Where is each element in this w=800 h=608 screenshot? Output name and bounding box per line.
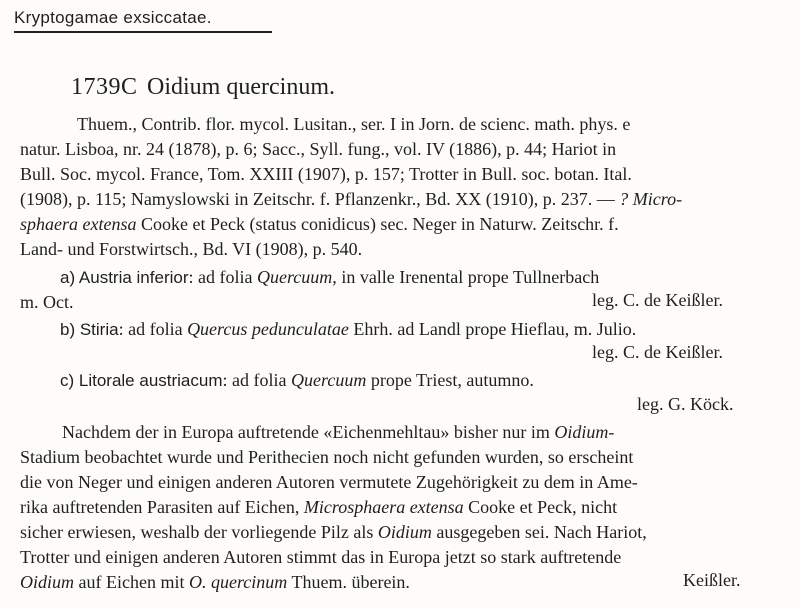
citation-species: ? Micro-: [619, 189, 683, 209]
citation-line-6: Land- und Forstwirtsch., Bd. VI (1908), p. 540.: [20, 239, 363, 259]
citation-line-1: Thuem., Contrib. flor. mycol. Lusitan., ser. I in Jorn. de scienc. math. phys. e: [77, 114, 631, 134]
locality-c: c) Litorale austriacum: ad folia Quercuum prope Triest, autumno.: [60, 370, 534, 390]
note-line-7: Oidium auf Eichen mit O. quercinum Thuem. überein.: [20, 572, 410, 592]
locality-c-collector: leg. G. Köck.: [637, 394, 734, 414]
locality-a-collector: leg. C. de Keißler.: [592, 290, 723, 310]
citation-line-2: natur. Lisboa, nr. 24 (1878), p. 6; Sacc., Syll. fung., vol. IV (1886), p. 44; Hariot in: [20, 139, 617, 159]
note-line-3: die von Neger und einigen anderen Autoren vermutete Zugehörigkeit zu dem in Ame-: [20, 472, 638, 492]
note-line-5: sicher erwiesen, weshalb der vorliegende Pilz als Oidium ausgegeben sei. Nach Hariot,: [20, 522, 647, 542]
locality-a-month: m. Oct.: [20, 292, 74, 312]
locality-c-label: c) Litorale austriacum: [60, 371, 223, 390]
note-line-2: Stadium beobachtet wurde und Perithecien noch nicht gefunden wurden, so erscheint: [20, 447, 634, 467]
entry-number: 1739: [71, 74, 121, 100]
entry-title-line: [71, 74, 335, 101]
note-line-1: Nachdem der in Europa auftretende «Eichenmehltau» bisher nur im Oidium-: [62, 422, 615, 442]
series-title: Kryptogamae exsiccatae.: [14, 8, 212, 27]
note-line-4: rika auftretenden Parasiten auf Eichen, Microsphaera extensa Cooke et Peck, nicht: [20, 497, 618, 517]
note-signature: Keißler.: [683, 570, 741, 590]
citation-line-4: (1908), p. 115; Namyslowski in Zeitschr. f. Pflanzenkr., Bd. XX (1910), p. 237. — ? Micro-: [20, 189, 683, 209]
series-header: [14, 8, 272, 33]
locality-a: a) Austria inferior: ad folia Quercuum, in valle Irenental prope Tullnerbach: [60, 267, 600, 287]
entry-mark: C: [121, 74, 138, 100]
locality-a-label: a) Austria inferior: [60, 268, 189, 287]
entry-title: Oidium quercinum.: [147, 74, 335, 100]
citation-line-5: sphaera extensa Cooke et Peck (status conidicus) sec. Neger in Naturw. Zeitschr. f.: [20, 214, 619, 234]
locality-b-collector: leg. C. de Keißler.: [592, 342, 723, 362]
locality-b-label: b) Stiria: [60, 320, 119, 339]
locality-b: b) Stiria: ad folia Quercus pedunculatae Ehrh. ad Landl prope Hieflau, m. Julio.: [60, 319, 637, 339]
citation-line-3: Bull. Soc. mycol. France, Tom. XXIII (1907), p. 157; Trotter in Bull. soc. botan. Ital.: [20, 164, 632, 184]
note-line-6: Trotter und einigen anderen Autoren stimmt das in Europa jetzt so stark auftretende: [20, 547, 622, 567]
